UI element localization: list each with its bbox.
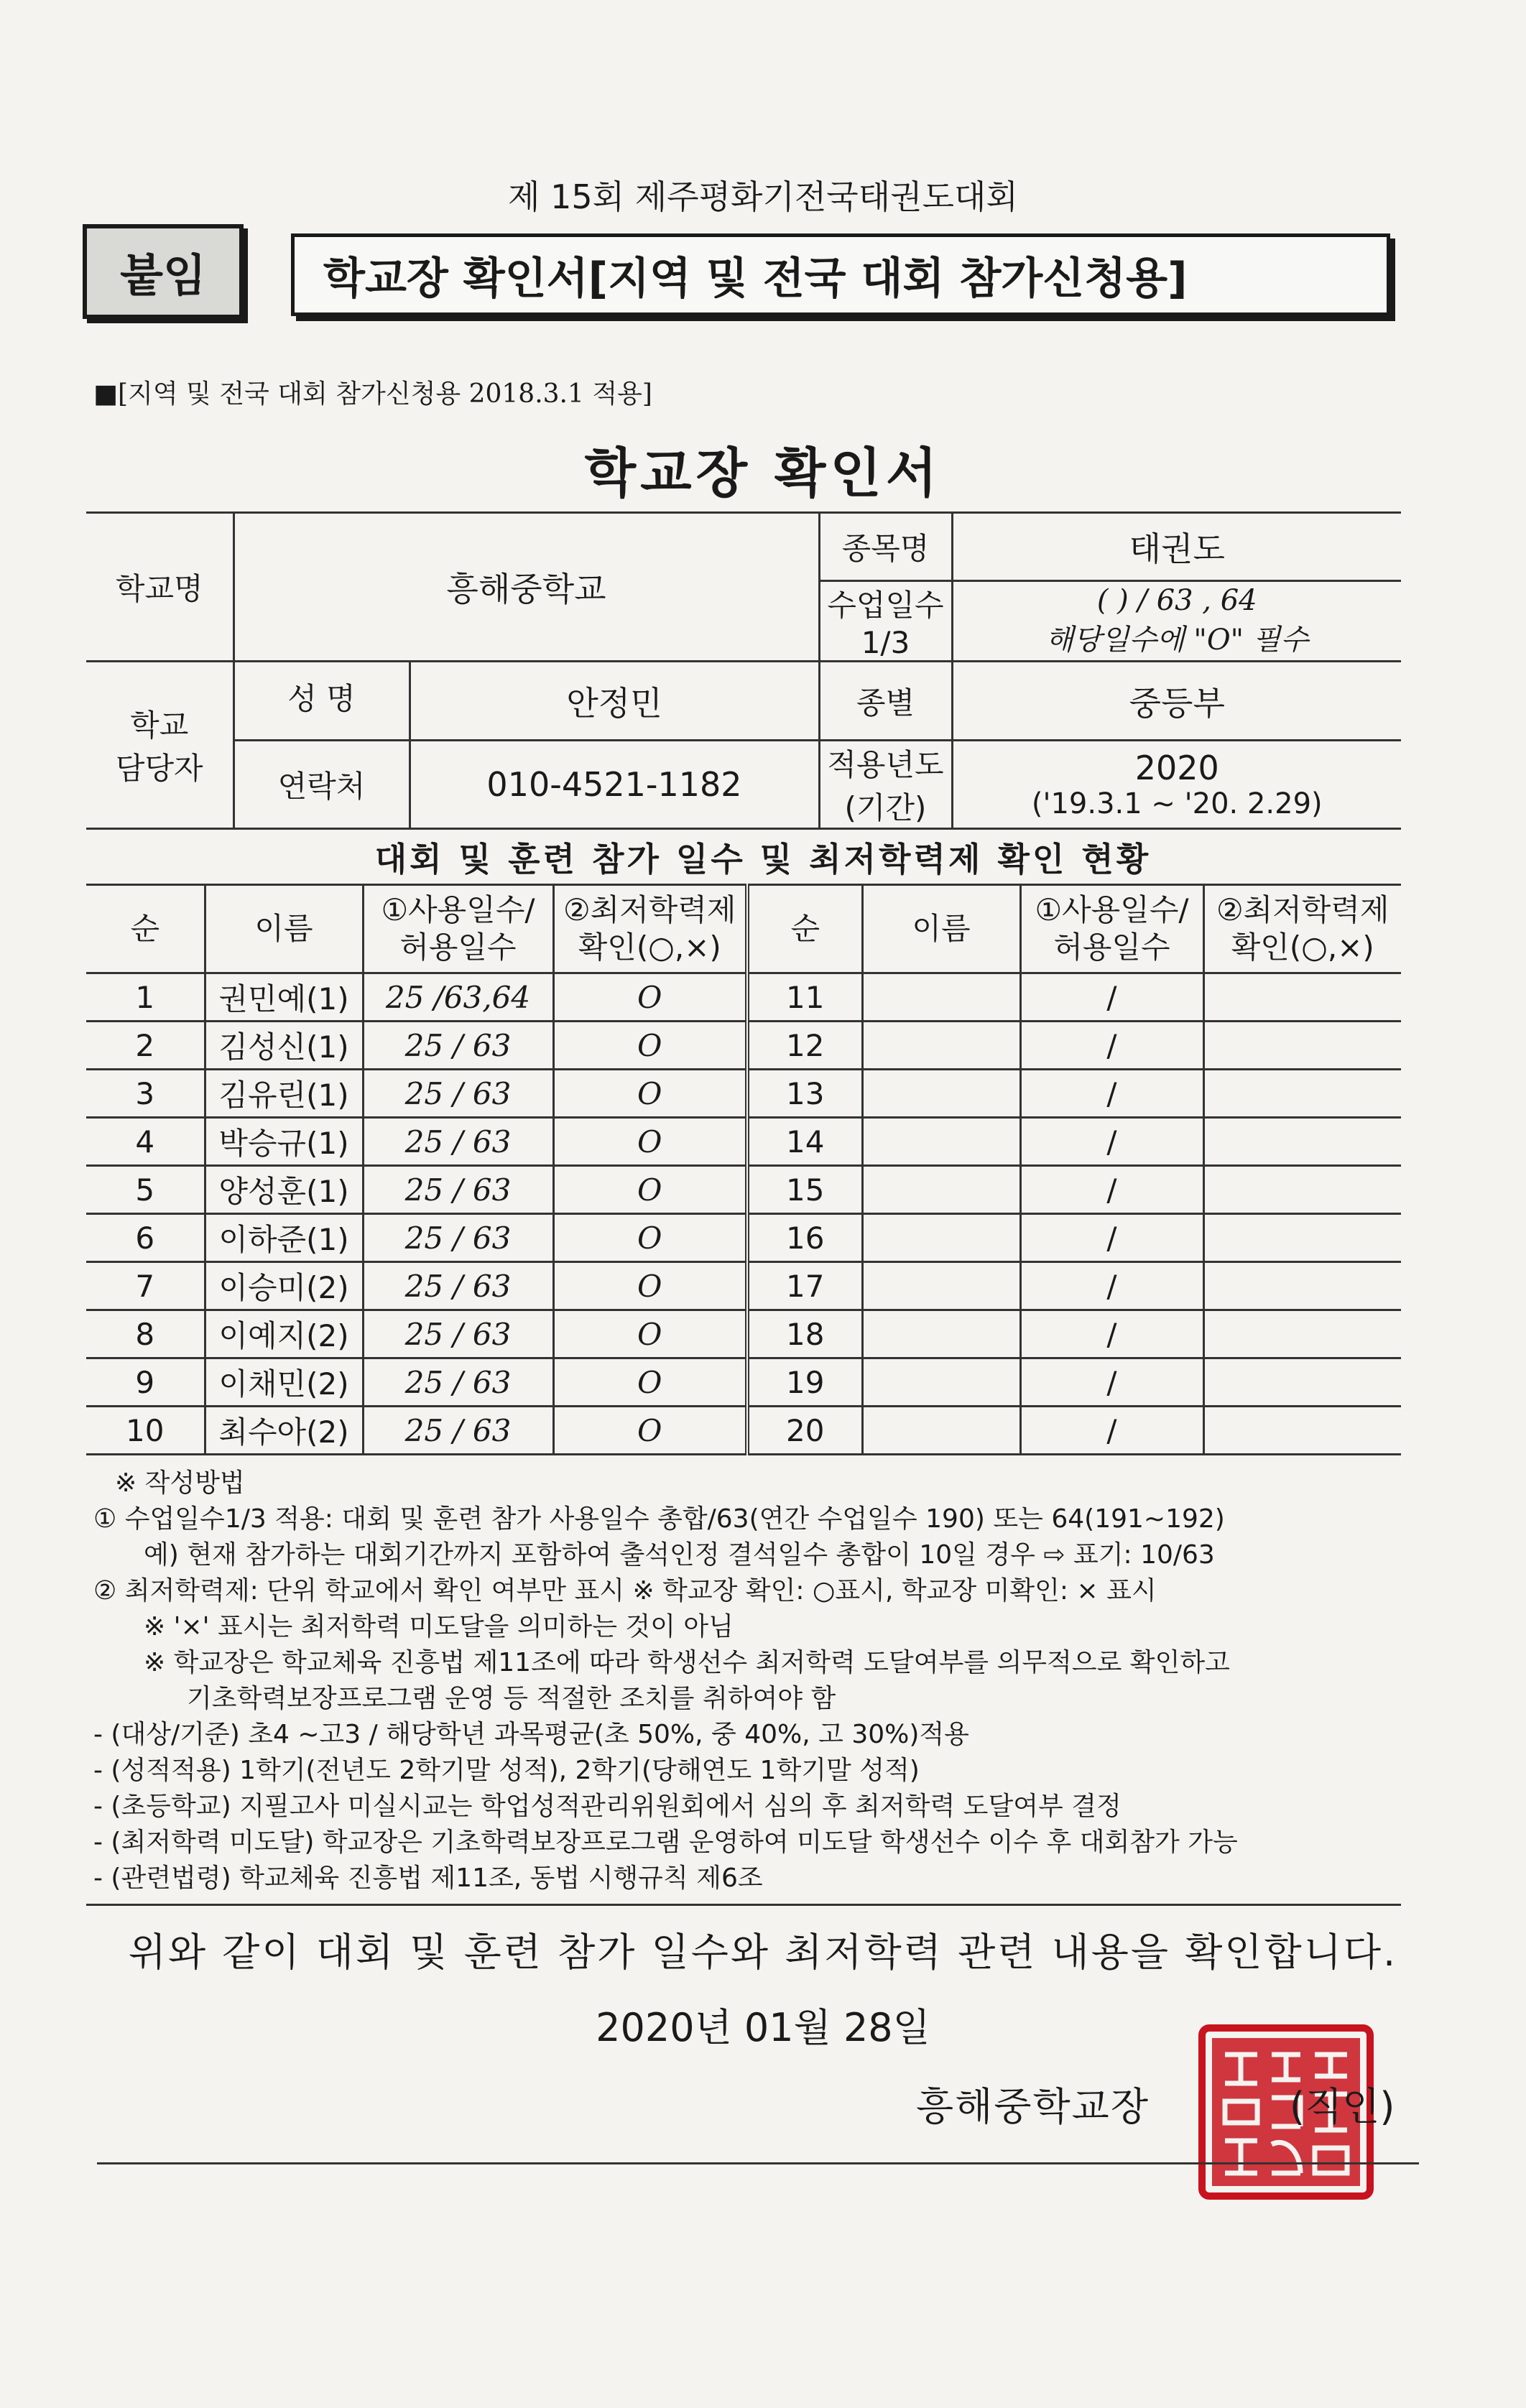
cell-min — [1203, 1407, 1401, 1455]
cell-days: 25 / 63 — [363, 1214, 553, 1262]
note-line: ① 수업일수1/3 적용: 대회 및 훈련 참가 사용일수 총합/63(연간 수업일수 190) 또는 64(191~192) — [93, 1504, 1225, 1534]
cell-min: O — [553, 1407, 747, 1455]
cell-min: O — [553, 1214, 747, 1262]
contact-value: 010-4521-1182 — [410, 741, 819, 829]
cell-days: / — [1020, 1118, 1203, 1166]
cell-min: O — [553, 1070, 747, 1118]
cell-no: 17 — [747, 1262, 862, 1310]
cell-name: 이예지(2) — [205, 1310, 363, 1358]
cell-min — [1203, 973, 1401, 1022]
cell-name — [862, 1310, 1020, 1358]
header-no-right: 순 — [747, 885, 862, 973]
cell-name: 양성훈(1) — [205, 1166, 363, 1214]
cell-name — [862, 1166, 1020, 1214]
notes-section — [93, 1465, 1423, 1897]
header-days — [363, 885, 553, 973]
cell-name: 김유린(1) — [205, 1070, 363, 1118]
header-name-right: 이름 — [862, 885, 1020, 973]
cell-no: 14 — [747, 1118, 862, 1166]
cell-no: 16 — [747, 1214, 862, 1262]
cell-min: O — [553, 1358, 747, 1407]
divider-top — [86, 1904, 1401, 1906]
name-value: 안정민 — [410, 662, 819, 741]
cell-no: 15 — [747, 1166, 862, 1214]
year-value — [952, 741, 1401, 829]
note-line: ※ '×' 표시는 최저학력 미도달을 의미하는 것이 아님 — [144, 1612, 734, 1641]
cell-name — [862, 1358, 1020, 1407]
table-row — [86, 1118, 1401, 1166]
cell-min — [1203, 1262, 1401, 1310]
participation-rows — [86, 973, 1401, 1455]
cell-days: 25 / 63 — [363, 1310, 553, 1358]
cell-no: 20 — [747, 1407, 862, 1455]
cell-no: 1 — [86, 973, 205, 1022]
cell-min — [1203, 1022, 1401, 1070]
cell-min — [1203, 1118, 1401, 1166]
cell-name — [862, 1118, 1020, 1166]
header-name: 이름 — [205, 885, 363, 973]
cell-no: 19 — [747, 1358, 862, 1407]
attachment-title: 학교장 확인서[지역 및 전국 대회 참가신청용] — [291, 233, 1390, 316]
table-row — [86, 1262, 1401, 1310]
cell-days: / — [1020, 1022, 1203, 1070]
cell-days: 25 /63,64 — [363, 973, 553, 1022]
cell-name: 권민예(1) — [205, 973, 363, 1022]
cell-days: / — [1020, 1358, 1203, 1407]
cell-days: / — [1020, 1166, 1203, 1214]
school-name: 흥해중학교 — [233, 513, 819, 662]
cell-min — [1203, 1070, 1401, 1118]
cell-name — [862, 1407, 1020, 1455]
class-days-value — [952, 581, 1401, 662]
notice-text: ■[지역 및 전국 대회 참가신청용 2018.3.1 적용] — [93, 379, 652, 409]
cell-days: 25 / 63 — [363, 1022, 553, 1070]
cell-min — [1203, 1310, 1401, 1358]
class-days-label-line2: 1/3 — [861, 625, 910, 660]
header-min-line2: 확인(○,×) — [578, 930, 721, 965]
cell-days: / — [1020, 1262, 1203, 1310]
cell-no: 9 — [86, 1358, 205, 1407]
cell-name — [862, 1214, 1020, 1262]
cell-name: 이승미(2) — [205, 1262, 363, 1310]
table-row — [86, 1358, 1401, 1407]
year-value-text: 2020 — [1134, 749, 1219, 787]
note-line: - (최저학력 미도달) 학교장은 기초학력보장프로그램 운영하여 미도달 학생선수 이수 후 대회참가 가능 — [93, 1828, 1238, 1857]
cell-days: / — [1020, 973, 1203, 1022]
cell-days: 25 / 63 — [363, 1070, 553, 1118]
event-value: 태권도 — [952, 513, 1401, 581]
cell-days: / — [1020, 1070, 1203, 1118]
cell-min: O — [553, 1022, 747, 1070]
divider-bottom — [97, 2162, 1419, 2164]
header-min-right-line2: 확인(○,×) — [1231, 930, 1374, 965]
main-title: 학교장 확인서 — [584, 443, 942, 504]
tournament-name: 제 15회 제주평화기전국태권도대회 — [508, 177, 1018, 216]
status-title: 대회 및 훈련 참가 일수 및 최저학력제 확인 현황 — [374, 840, 1152, 879]
table-row — [86, 1022, 1401, 1070]
cell-min — [1203, 1214, 1401, 1262]
table-row — [86, 1407, 1401, 1455]
cell-name — [862, 1070, 1020, 1118]
cell-name — [862, 973, 1020, 1022]
year-label-line1: 적용년도 — [827, 747, 944, 782]
cell-min: O — [553, 1118, 747, 1166]
cell-no: 3 — [86, 1070, 205, 1118]
cell-name: 김성신(1) — [205, 1022, 363, 1070]
table-row — [86, 973, 1401, 1022]
header-days-line2: 허용일수 — [399, 930, 517, 965]
cell-days: 25 / 63 — [363, 1166, 553, 1214]
year-label — [819, 741, 952, 829]
cell-name — [862, 1262, 1020, 1310]
cell-no: 7 — [86, 1262, 205, 1310]
category-value: 중등부 — [952, 662, 1401, 741]
cell-min — [1203, 1358, 1401, 1407]
header-days-line1: ①사용일수/ — [381, 892, 535, 927]
cell-name — [862, 1022, 1020, 1070]
class-days-label-line1: 수업일수 — [827, 588, 944, 623]
header-days-right-line2: 허용일수 — [1053, 930, 1170, 965]
class-days-value-text: ( ) / 63 , 64 — [1096, 584, 1257, 617]
cell-no: 4 — [86, 1118, 205, 1166]
cell-min: O — [553, 1262, 747, 1310]
cell-no: 11 — [747, 973, 862, 1022]
table-row — [86, 1310, 1401, 1358]
header-min-line1: ②최저학력제 — [563, 892, 736, 927]
note-line: ※ 학교장은 학교체육 진흥법 제11조에 따라 학생선수 최저학력 도달여부를 의무적으로 확인하고 — [144, 1648, 1230, 1677]
year-period: ('19.3.1 ~ '20. 2.29) — [1031, 787, 1323, 820]
document-date: 2020년 01월 28일 — [596, 2005, 930, 2050]
class-days-note: 해당일수에 "O" 필수 — [1045, 624, 1308, 657]
header-days-right-line1: ①사용일수/ — [1035, 892, 1189, 927]
table-row — [86, 1070, 1401, 1118]
cell-no: 8 — [86, 1310, 205, 1358]
participation-table — [86, 884, 1401, 1455]
principal-name: 흥해중학교장 — [916, 2084, 1150, 2129]
note-line: 기초학력보장프로그램 운영 등 적절한 조치를 취하여야 함 — [187, 1684, 836, 1713]
header-min — [553, 885, 747, 973]
manager-label — [86, 662, 233, 829]
cell-min: O — [553, 973, 747, 1022]
cell-days: / — [1020, 1407, 1203, 1455]
cell-no: 13 — [747, 1070, 862, 1118]
cell-no: 10 — [86, 1407, 205, 1455]
seal-label: (직인) — [1290, 2084, 1395, 2129]
manager-label-line1: 학교 — [130, 708, 189, 743]
cell-min: O — [553, 1310, 747, 1358]
table-row — [86, 1214, 1401, 1262]
cell-name: 이하준(1) — [205, 1214, 363, 1262]
class-days-label — [819, 581, 952, 662]
cell-no: 18 — [747, 1310, 862, 1358]
note-line: - (관련법령) 학교체육 진흥법 제11조, 동법 시행규칙 제6조 — [93, 1863, 763, 1893]
cell-min — [1203, 1166, 1401, 1214]
note-line: - (초등학교) 지필고사 미실시교는 학업성적관리위원회에서 심의 후 최저학력 도달여부 결정 — [93, 1792, 1122, 1821]
note-line: 예) 현재 참가하는 대회기간까지 포함하여 출석인정 결석일수 총합이 10일 경우 ⇨ 표기: 10/63 — [144, 1540, 1215, 1570]
contact-label: 연락처 — [233, 741, 410, 829]
cell-days: 25 / 63 — [363, 1358, 553, 1407]
cell-no: 6 — [86, 1214, 205, 1262]
school-label: 학교명 — [86, 513, 233, 662]
attachment-label: 붙임 — [83, 224, 244, 319]
note-line: - (대상/기준) 초4 ~고3 / 해당학년 과목평균(초 50%, 중 40%, 고 30%)적용 — [93, 1720, 969, 1749]
note-line: ② 최저학력제: 단위 학교에서 확인 여부만 표시 ※ 학교장 확인: ○표시, 학교장 미확인: × 표시 — [93, 1576, 1157, 1606]
cell-name: 이채민(2) — [205, 1358, 363, 1407]
cell-no: 5 — [86, 1166, 205, 1214]
cell-no: 12 — [747, 1022, 862, 1070]
manager-label-line2: 담당자 — [115, 751, 203, 786]
year-label-line2: (기간) — [844, 790, 927, 825]
header-min-right — [1203, 885, 1401, 973]
cell-days: 25 / 63 — [363, 1118, 553, 1166]
cell-days: 25 / 63 — [363, 1407, 553, 1455]
header-no: 순 — [86, 885, 205, 973]
event-label: 종목명 — [819, 513, 952, 581]
cell-no: 2 — [86, 1022, 205, 1070]
info-table — [86, 511, 1401, 830]
cell-name: 박승규(1) — [205, 1118, 363, 1166]
name-label: 성 명 — [233, 662, 410, 741]
category-label: 종별 — [819, 662, 952, 741]
confirmation-statement: 위와 같이 대회 및 훈련 참가 일수와 최저학력 관련 내용을 확인합니다. — [128, 1930, 1398, 1975]
cell-days: / — [1020, 1214, 1203, 1262]
header-min-right-line1: ②최저학력제 — [1216, 892, 1389, 927]
cell-days: 25 / 63 — [363, 1262, 553, 1310]
note-line: - (성적적용) 1학기(전년도 2학기말 성적), 2학기(당해연도 1학기말 성적) — [93, 1756, 920, 1785]
cell-min: O — [553, 1166, 747, 1214]
cell-name: 최수아(2) — [205, 1407, 363, 1455]
header-days-right — [1020, 885, 1203, 973]
note-line: ※ 작성방법 — [115, 1468, 245, 1498]
table-row — [86, 1166, 1401, 1214]
cell-days: / — [1020, 1310, 1203, 1358]
